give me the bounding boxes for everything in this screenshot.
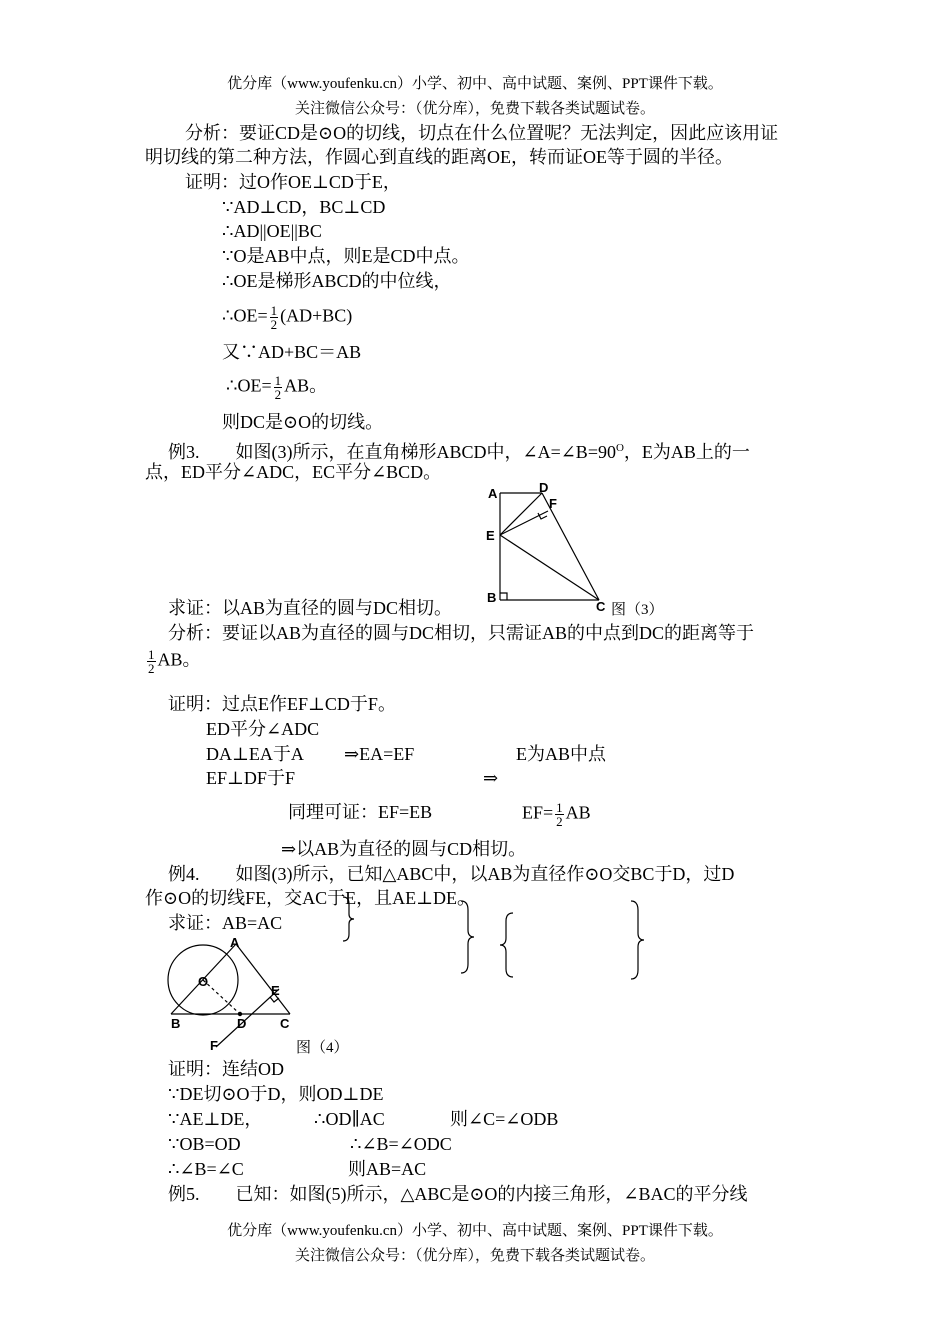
- fig3-label-b: B: [487, 590, 497, 605]
- fig3-label-c: C: [596, 599, 606, 614]
- fraction-half: $\frac{1}{2}$: [270, 303, 278, 332]
- analysis-line-1: 分析：要证CD是⊙O的切线，切点在什么位置呢？无法判定，因此应该用证: [185, 123, 779, 143]
- proof-step: ⇒: [483, 768, 499, 788]
- footer-line-2: 关注微信公众号：（优分库），免费下载各类试题试卷。: [294, 1248, 655, 1264]
- proof-step-fraction: ∴OE= $\frac{1}{2}$ (AD+BC): [222, 303, 353, 332]
- right-brace-icon: [458, 900, 476, 974]
- proof-step: 证明：连结OD: [168, 1059, 284, 1079]
- example-3-analysis: 分析：要证以AB为直径的圆与DC相切，只需证AB的中点到DC的距离等于: [168, 623, 755, 643]
- proof-step: ED平分∠ADC: [206, 719, 320, 739]
- left-brace-icon: [498, 912, 516, 978]
- proof-step: ∵DE切⊙O于D，则OD⊥DE: [168, 1084, 384, 1104]
- example-4-statement-1: 例4. 如图(3)所示，已知△ABC中，以AB为直径作⊙O交BC于D，过D: [168, 864, 735, 884]
- proof-step: ∴∠B=∠ODC: [350, 1134, 452, 1154]
- fig3-label-a: A: [488, 486, 498, 501]
- example-4-statement-2: 作⊙O的切线FE，交AC于E，且AE⊥DE。: [145, 888, 476, 908]
- header-line-2: 关注微信公众号：（优分库），免费下载各类试题试卷。: [294, 101, 655, 117]
- proof-step: ∴∠B=∠C: [168, 1159, 244, 1179]
- figure-3-trapezoid: [478, 480, 613, 615]
- fig4-label-o: O: [198, 974, 209, 989]
- footer-line-1: 优分库（www.youfenku.cn）小学、初中、高中试题、案例、PPT课件下载。: [227, 1223, 723, 1239]
- proof-step: EF⊥DF于F: [206, 768, 295, 788]
- proof-step: E为AB中点: [516, 744, 606, 764]
- proof-step: ∴AD||OE||BC: [222, 221, 322, 241]
- proof-step: 同理可证：EF=EB: [288, 802, 433, 822]
- proof-step: 则∠C=∠ODB: [450, 1109, 559, 1129]
- fig4-label-e: E: [271, 983, 280, 998]
- fig4-label-a: A: [230, 935, 240, 950]
- proof-conclusion: ⇒以AB为直径的圆与CD相切。: [281, 839, 527, 859]
- fig3-label-f: F: [549, 496, 557, 511]
- right-brace-icon: [340, 896, 356, 942]
- proof-step: 又∵AD+BC＝AB: [222, 342, 362, 362]
- fig4-label-b: B: [171, 1016, 181, 1031]
- proof-step-fraction: ∴OE= $\frac{1}{2}$ AB。: [226, 373, 328, 402]
- header-line-1: 优分库（www.youfenku.cn）小学、初中、高中试题、案例、PPT课件下载。: [227, 76, 723, 92]
- proof-step: ∵OB=OD: [168, 1134, 241, 1154]
- proof-step: DA⊥EA于A: [206, 744, 304, 764]
- proof-step: 证明：过点E作EF⊥CD于F。: [168, 694, 396, 714]
- example-3-statement-1: 例3. 如图(3)所示，在直角梯形ABCD中，$\angle A=\angle B=90^O$，E为AB上的一: [168, 442, 750, 462]
- fig4-label-d: D: [237, 1016, 247, 1031]
- figure-4-caption: 图（4）: [296, 1040, 349, 1056]
- figure-3-caption: 图（3）: [611, 602, 664, 618]
- right-brace-icon: [628, 900, 646, 980]
- proof-conclusion: 则DC是⊙O的切线。: [222, 412, 384, 432]
- fig4-label-f: F: [210, 1038, 218, 1052]
- analysis-line-2: 明切线的第二种方法，作圆心到直线的距离OE，转而证OE等于圆的半径。: [145, 147, 733, 167]
- fraction-half: $\frac{1}{2}$: [148, 647, 155, 676]
- proof-step: ⇒EA=EF: [344, 744, 415, 764]
- proof-step-fraction: EF= $\frac{1}{2}$ AB: [522, 800, 591, 829]
- proof-step: 证明：过O作OE⊥CD于E，: [185, 172, 401, 192]
- proof-step: ∵AD⊥CD，BC⊥CD: [222, 197, 386, 217]
- fraction-half: $\frac{1}{2}$: [274, 373, 282, 402]
- proof-step: ∵AE⊥DE，: [168, 1109, 263, 1129]
- fraction-half: $\frac{1}{2}$: [556, 800, 563, 829]
- example-3-statement-2: 点，ED平分∠ADC，EC平分∠BCD。: [145, 462, 442, 482]
- proof-conclusion: 则AB=AC: [348, 1159, 427, 1179]
- example-3-analysis-2: $\frac{1}{2}$ AB。: [148, 647, 201, 676]
- proof-step: ∴OD∥AC: [314, 1109, 385, 1129]
- figure-4-circle-triangle: [160, 932, 300, 1052]
- example-4-prove: 求证：AB=AC: [168, 913, 283, 933]
- proof-step: ∵O是AB中点，则E是CD中点。: [222, 246, 470, 266]
- example-3-prove: 求证：以AB为直径的圆与DC相切。: [168, 598, 453, 618]
- fig3-label-d: D: [539, 480, 549, 495]
- proof-step: ∴OE是梯形ABCD的中位线，: [222, 271, 452, 291]
- example-5-statement-1: 例5. 已知：如图(5)所示，△ABC是⊙O的内接三角形，∠BAC的平分线: [168, 1184, 748, 1204]
- fig3-label-e: E: [486, 528, 495, 543]
- fig4-label-c: C: [280, 1016, 290, 1031]
